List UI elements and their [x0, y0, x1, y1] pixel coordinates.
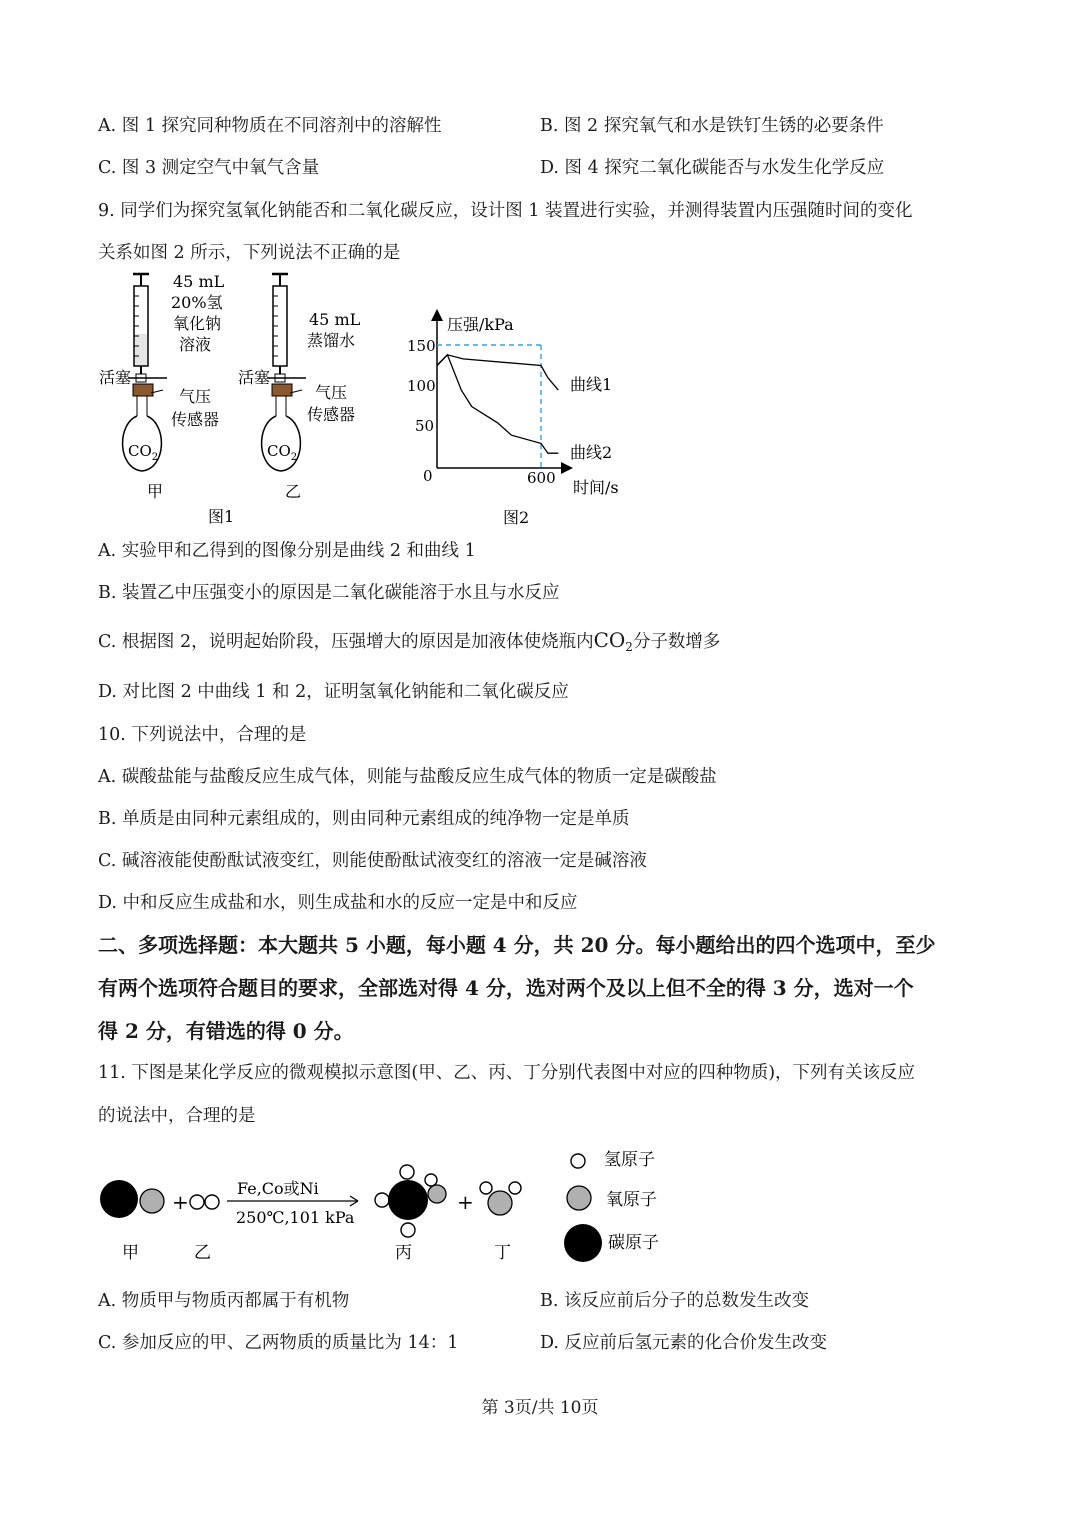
fig1-right-sensor-label-2: 传感器 [307, 405, 356, 424]
molecule-jia [100, 1180, 164, 1218]
fig1-left-label-1: 45 mL [173, 272, 225, 291]
fig1-left-sensor-label-1: 气压 [179, 387, 212, 406]
q9-option-c: C. 根据图 2，说明起始阶段，压强增大的原因是加液体使烧瓶内$CO_2$分子数增多 [98, 628, 721, 654]
fig1-left-flask-label: $CO_2$ [128, 442, 159, 463]
q11-stem-line1: 11. 下图是某化学反应的微观模拟示意图(甲、乙、丙、丁分别代表图中对应的四种物质)，下列有关该反应 [98, 1063, 916, 1083]
legend-carbon-label: 碳原子 [608, 1233, 659, 1253]
curve-1-line [437, 355, 558, 390]
label-yi: 乙 [194, 1243, 211, 1263]
co2-formula: $CO_2$ [593, 628, 633, 654]
y-tick-100: 100 [407, 377, 436, 395]
q8-option-d: D. 图 4 探究二氧化碳能否与水发生化学反应 [540, 158, 885, 178]
fig1-right-name: 乙 [285, 482, 302, 501]
label-jia: 甲 [122, 1243, 139, 1263]
reaction-condition-temp-pressure: 250℃,101 kPa [236, 1208, 355, 1227]
reaction-diagram [90, 1140, 710, 1270]
section2-line1: 二、多项选择题：本大题共 5 小题，每小题 4 分，共 20 分。每小题给出的四个选项中，至少 [98, 933, 936, 957]
plus-sign-1: + [172, 1190, 189, 1214]
label-bing: 丙 [395, 1243, 412, 1263]
q8-option-b: B. 图 2 探究氧气和水是铁钉生锈的必要条件 [540, 116, 884, 136]
q8-option-c: C. 图 3 测定空气中氧气含量 [98, 158, 320, 178]
q8-option-a: A. 图 1 探究同种物质在不同溶剂中的溶解性 [98, 116, 442, 136]
fig1-right-flask-label: $CO_2$ [267, 442, 298, 463]
q11-stem-line2: 的说法中，合理的是 [98, 1106, 256, 1126]
fig1-left-name: 甲 [147, 482, 164, 501]
fig1-left-label-3: 氧化钠 [173, 314, 222, 333]
origin-label: 0 [423, 467, 433, 485]
q10-option-d: D. 中和反应生成盐和水，则生成盐和水的反应一定是中和反应 [98, 893, 578, 913]
curve-2-line [437, 355, 558, 453]
q11-option-d: D. 反应前后氢元素的化合价发生改变 [540, 1333, 828, 1353]
q9-option-d: D. 对比图 2 中曲线 1 和 2，证明氢氧化钠能和二氧化碳反应 [98, 682, 569, 702]
plus-sign-2: + [457, 1190, 474, 1214]
q10-option-b: B. 单质是由同种元素组成的，则由同种元素组成的纯净物一定是单质 [98, 809, 630, 829]
q9-stem-line2: 关系如图 2 所示，下列说法不正确的是 [98, 243, 401, 263]
fig1-left-label-4: 溶液 [179, 335, 212, 354]
figure-1-apparatus [95, 268, 395, 530]
q10-option-c: C. 碱溶液能使酚酞试液变红，则能使酚酞试液变红的溶液一定是碱溶液 [98, 851, 647, 871]
molecule-bing [375, 1165, 446, 1237]
curve-1-label: 曲线1 [570, 375, 613, 394]
q9-option-a: A. 实验甲和乙得到的图像分别是曲线 2 和曲线 1 [98, 541, 476, 561]
fig1-caption: 图1 [208, 507, 235, 526]
fig1-right-valve-label: 活塞 [238, 368, 271, 387]
y-tick-150: 150 [407, 337, 436, 355]
fig1-right-label-2: 蒸馏水 [307, 331, 356, 350]
figure-2-pressure-chart [395, 305, 645, 530]
x-axis-label: 时间/s [573, 478, 619, 497]
fig1-left-label-2: 20%氢 [171, 293, 223, 312]
q11-option-c: C. 参加反应的甲、乙两物质的质量比为 14：1 [98, 1333, 459, 1353]
legend-carbon-icon [564, 1224, 602, 1262]
y-tick-50: 50 [415, 417, 435, 435]
fig1-right-label-1: 45 mL [309, 310, 361, 329]
q11-option-a: A. 物质甲与物质丙都属于有机物 [98, 1291, 350, 1311]
label-ding: 丁 [494, 1243, 511, 1263]
fig2-caption: 图2 [503, 508, 530, 527]
x-tick-600: 600 [527, 469, 556, 487]
section2-line2: 有两个选项符合题目的要求，全部选对得 4 分，选对两个及以上但不全的得 3 分，选对一个 [98, 976, 914, 1000]
q10-stem: 10. 下列说法中，合理的是 [98, 725, 307, 745]
y-axis-label: 压强/kPa [447, 315, 514, 334]
legend-oxygen-icon [567, 1186, 591, 1210]
reaction-condition-catalyst: Fe,Co或Ni [237, 1179, 319, 1198]
fig1-left-valve-label: 活塞 [99, 368, 132, 387]
curve-2-label: 曲线2 [570, 443, 613, 462]
section2-line3: 得 2 分，有错选的得 0 分。 [98, 1019, 354, 1043]
q9-option-b: B. 装置乙中压强变小的原因是二氧化碳能溶于水且与水反应 [98, 583, 560, 603]
q9-stem-line1: 9. 同学们为探究氢氧化钠能否和二氧化碳反应，设计图 1 装置进行实验，并测得装置内压强随时间的变化 [98, 201, 913, 221]
page-footer: 第 3页/共 10页 [481, 1398, 599, 1418]
legend-oxygen-label: 氧原子 [606, 1190, 657, 1210]
q11-option-b: B. 该反应前后分子的总数发生改变 [540, 1291, 809, 1311]
legend-hydrogen-icon [571, 1154, 585, 1168]
fig1-right-sensor-label-1: 气压 [315, 383, 348, 402]
legend-hydrogen-label: 氢原子 [604, 1150, 655, 1170]
q10-option-a: A. 碳酸盐能与盐酸反应生成气体，则能与盐酸反应生成气体的物质一定是碳酸盐 [98, 767, 717, 787]
molecule-ding [480, 1182, 521, 1215]
molecule-yi [190, 1195, 219, 1209]
fig1-left-sensor-label-2: 传感器 [171, 410, 220, 429]
